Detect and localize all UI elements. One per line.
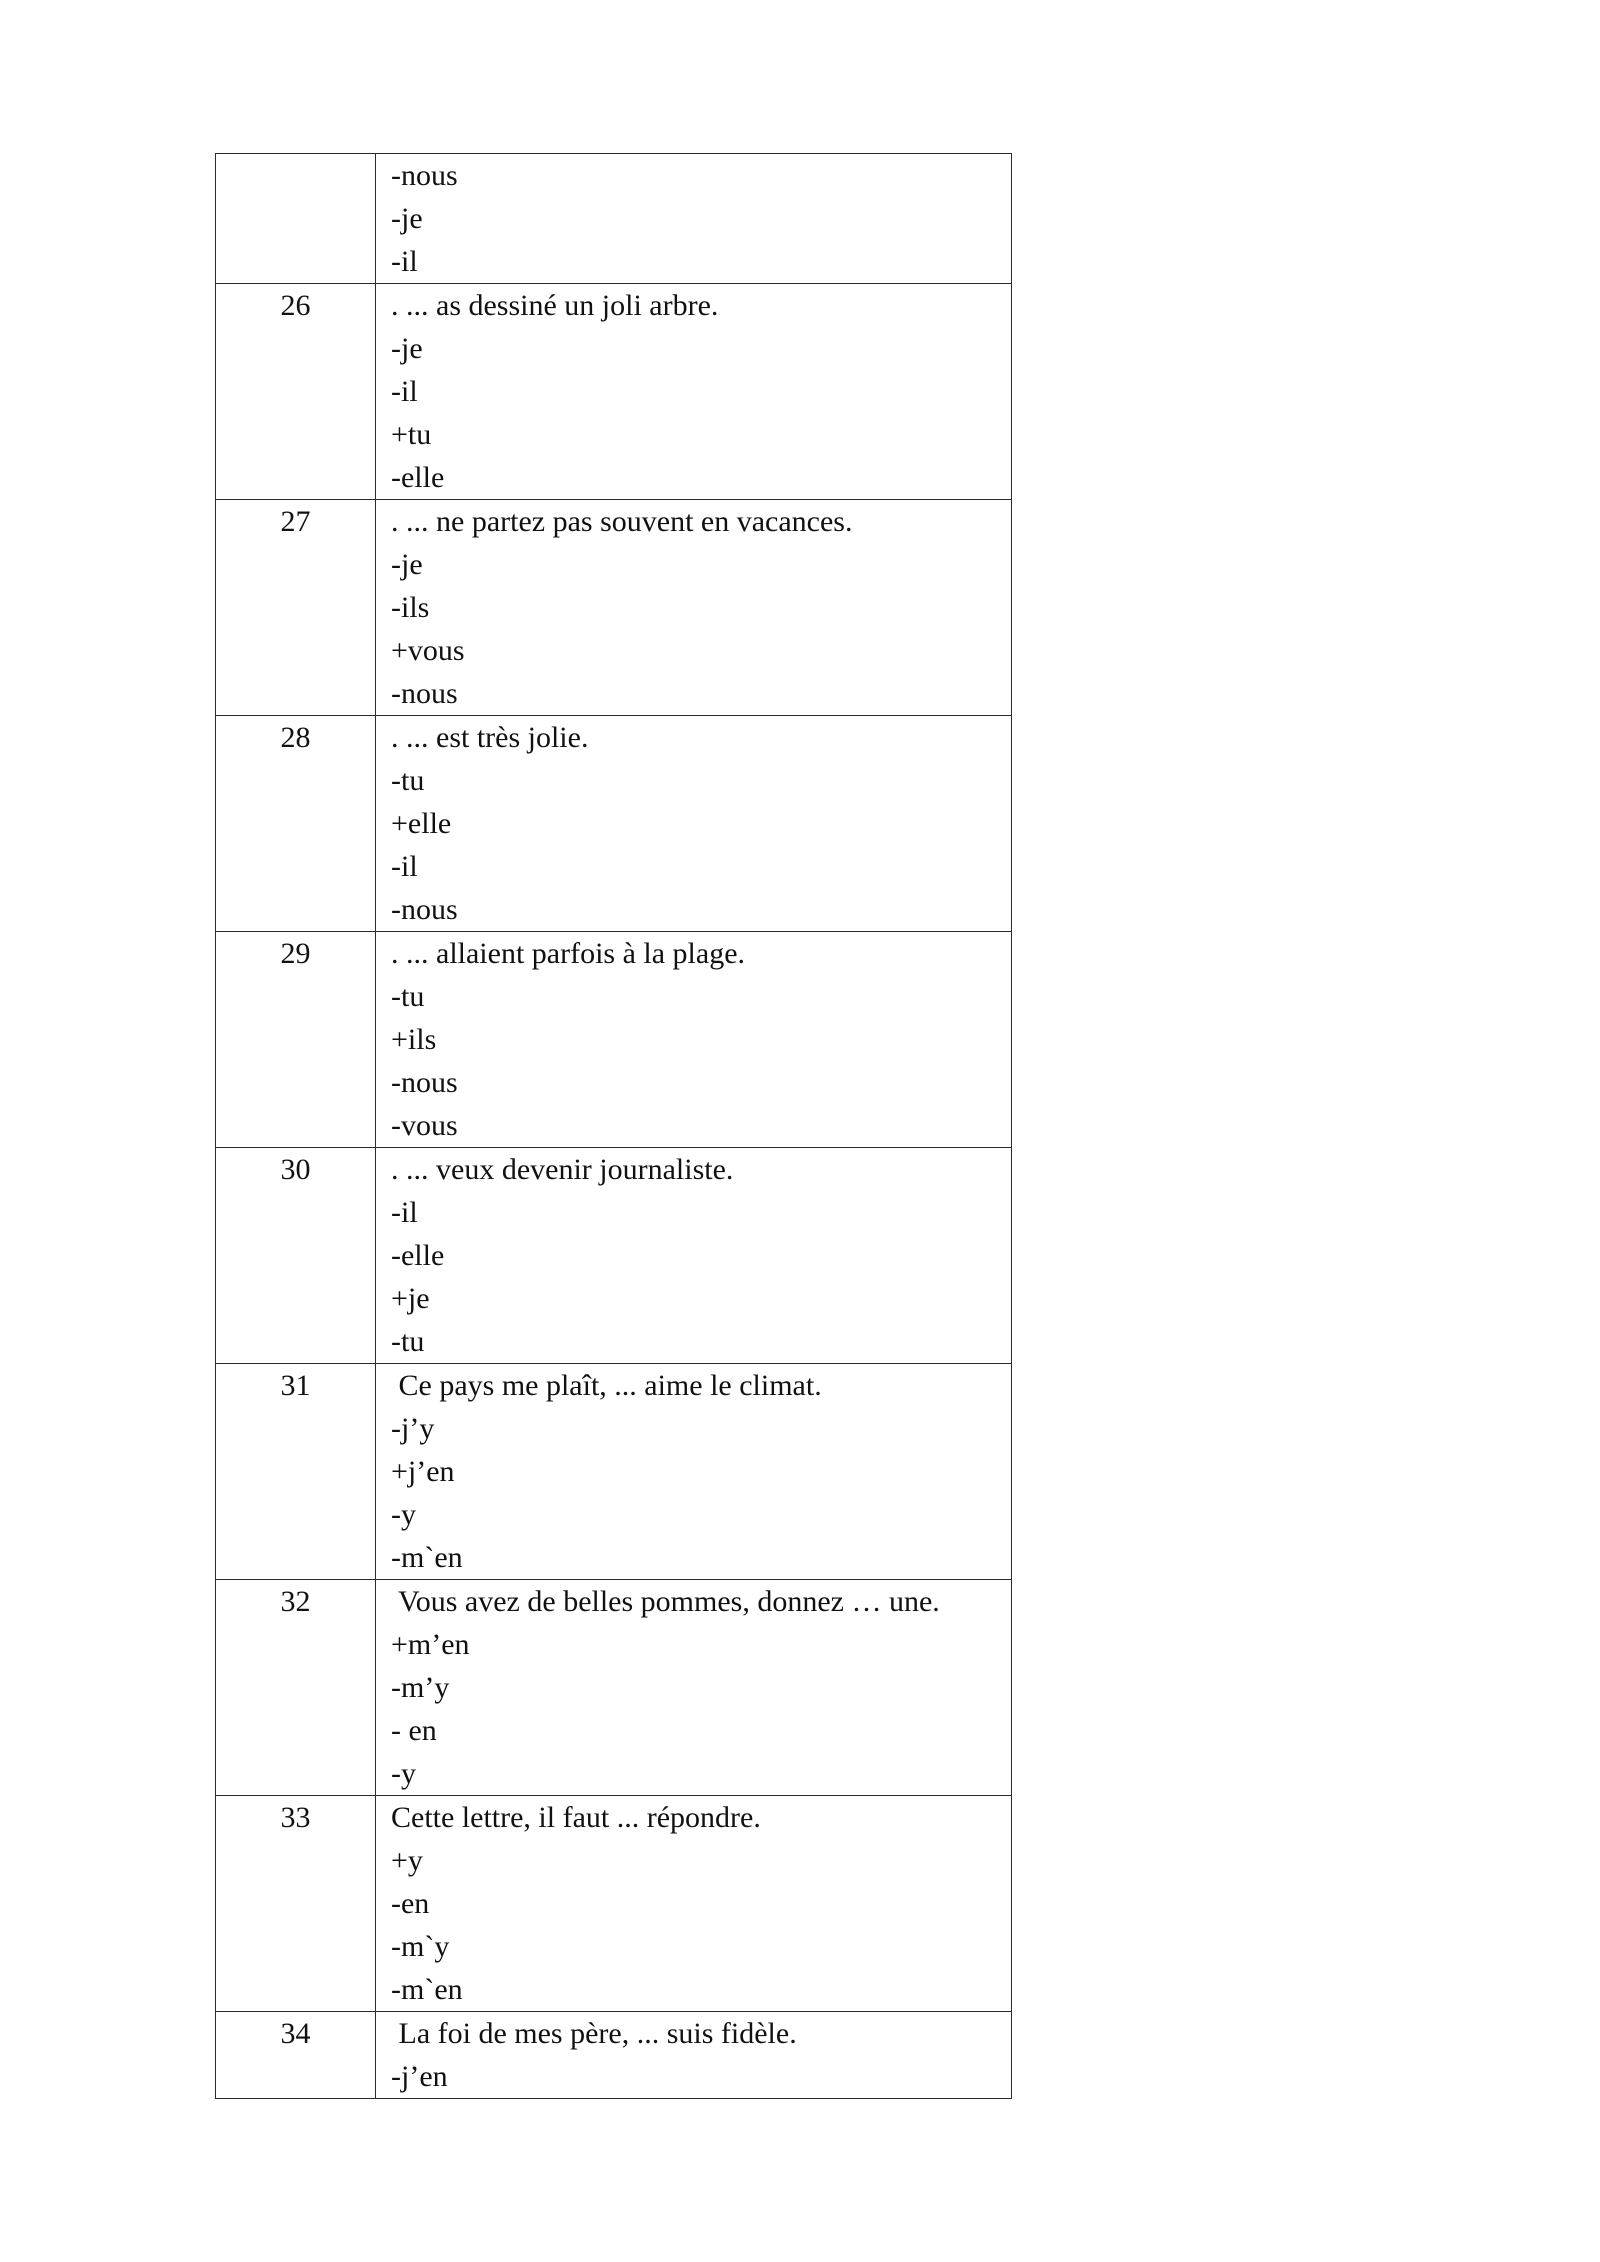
answer-option: -vous [391,1109,458,1142]
answer-option: +vous [391,634,465,667]
question-number-cell [216,1796,376,2012]
question-content-cell [376,500,1012,716]
answer-option: -elle [391,1239,445,1272]
answer-option: -m`y [391,1930,450,1963]
question-text: . ... ne partez pas souvent en vacances. [391,505,853,538]
question-row [216,716,1012,932]
answer-option: -tu [391,764,425,797]
question-content-cell [376,716,1012,932]
question-number-cell [216,500,376,716]
answer-option: -je [391,202,423,235]
answer-option: +ils [391,1023,437,1056]
answer-option: - en [391,1714,437,1747]
quiz-table [215,153,1012,2099]
question-row [216,1796,1012,2012]
answer-option: -ils [391,591,430,624]
question-content-cell [376,1148,1012,1364]
question-content-cell [376,284,1012,500]
question-number-cell [216,716,376,932]
answer-option: -il [391,375,418,408]
question-number-cell [216,1148,376,1364]
question-number: 32 [280,1585,311,1618]
answer-option: +m’en [391,1628,470,1661]
question-row [216,1364,1012,1580]
answer-option: -je [391,332,423,365]
question-number: 29 [280,937,311,970]
answer-option: -nous [391,159,458,192]
question-row [216,500,1012,716]
answer-option: -m`en [391,1973,463,2006]
question-content-cell [376,154,1012,284]
question-row [216,1580,1012,1796]
answer-option: -tu [391,1325,425,1358]
answer-option: -il [391,850,418,883]
answer-option: -m`en [391,1541,463,1574]
question-text: Cette lettre, il faut ... répondre. [391,1801,761,1834]
question-number: 27 [280,505,311,538]
question-number: 33 [280,1801,311,1834]
answer-option: -elle [391,461,445,494]
question-text: . ... est très jolie. [391,721,589,754]
answer-option: -nous [391,677,458,710]
quiz-table-body [216,154,1012,2099]
question-number-cell [216,932,376,1148]
question-number-cell [216,154,376,284]
question-text: . ... veux devenir journaliste. [391,1153,734,1186]
question-row [216,284,1012,500]
question-text: La foi de mes père, ... suis fidèle. [391,2017,797,2050]
question-row [216,2012,1012,2099]
answer-option: +tu [391,418,432,451]
question-number: 31 [280,1369,311,1402]
answer-option: -j’y [391,1412,435,1445]
answer-option: -en [391,1887,430,1920]
question-text: . ... as dessiné un joli arbre. [391,289,719,322]
question-content-cell [376,1796,1012,2012]
answer-option: -il [391,245,418,278]
answer-option: -j’en [391,2060,448,2093]
question-number: 30 [280,1153,311,1186]
answer-option: -y [391,1498,416,1531]
answer-option: -nous [391,1066,458,1099]
question-number [216,154,375,197]
question-number-cell [216,1364,376,1580]
question-content-cell [376,932,1012,1148]
answer-option: -il [391,1196,418,1229]
question-text: . ... allaient parfois à la plage. [391,937,746,970]
question-row [216,154,1012,284]
question-number: 28 [280,721,311,754]
answer-option: +y [391,1844,423,1877]
question-number-cell [216,284,376,500]
answer-option: -je [391,548,423,581]
answer-option: -nous [391,893,458,926]
answer-option: -tu [391,980,425,1013]
answer-option: -y [391,1757,416,1790]
question-content-cell [376,1580,1012,1796]
question-content-cell [376,1364,1012,1580]
answer-option: +elle [391,807,452,840]
question-row [216,932,1012,1148]
answer-option: +je [391,1282,430,1315]
answer-option: +j’en [391,1455,455,1488]
question-text: Vous avez de belles pommes, donnez … une. [391,1585,940,1618]
question-row [216,1148,1012,1364]
question-content-cell [376,2012,1012,2099]
question-number-cell [216,1580,376,1796]
question-text: Ce pays me plaît, ... aime le climat. [391,1369,822,1402]
answer-option: -m’y [391,1671,450,1704]
question-number: 34 [280,2017,311,2050]
question-number-cell [216,2012,376,2099]
question-number: 26 [280,289,311,322]
